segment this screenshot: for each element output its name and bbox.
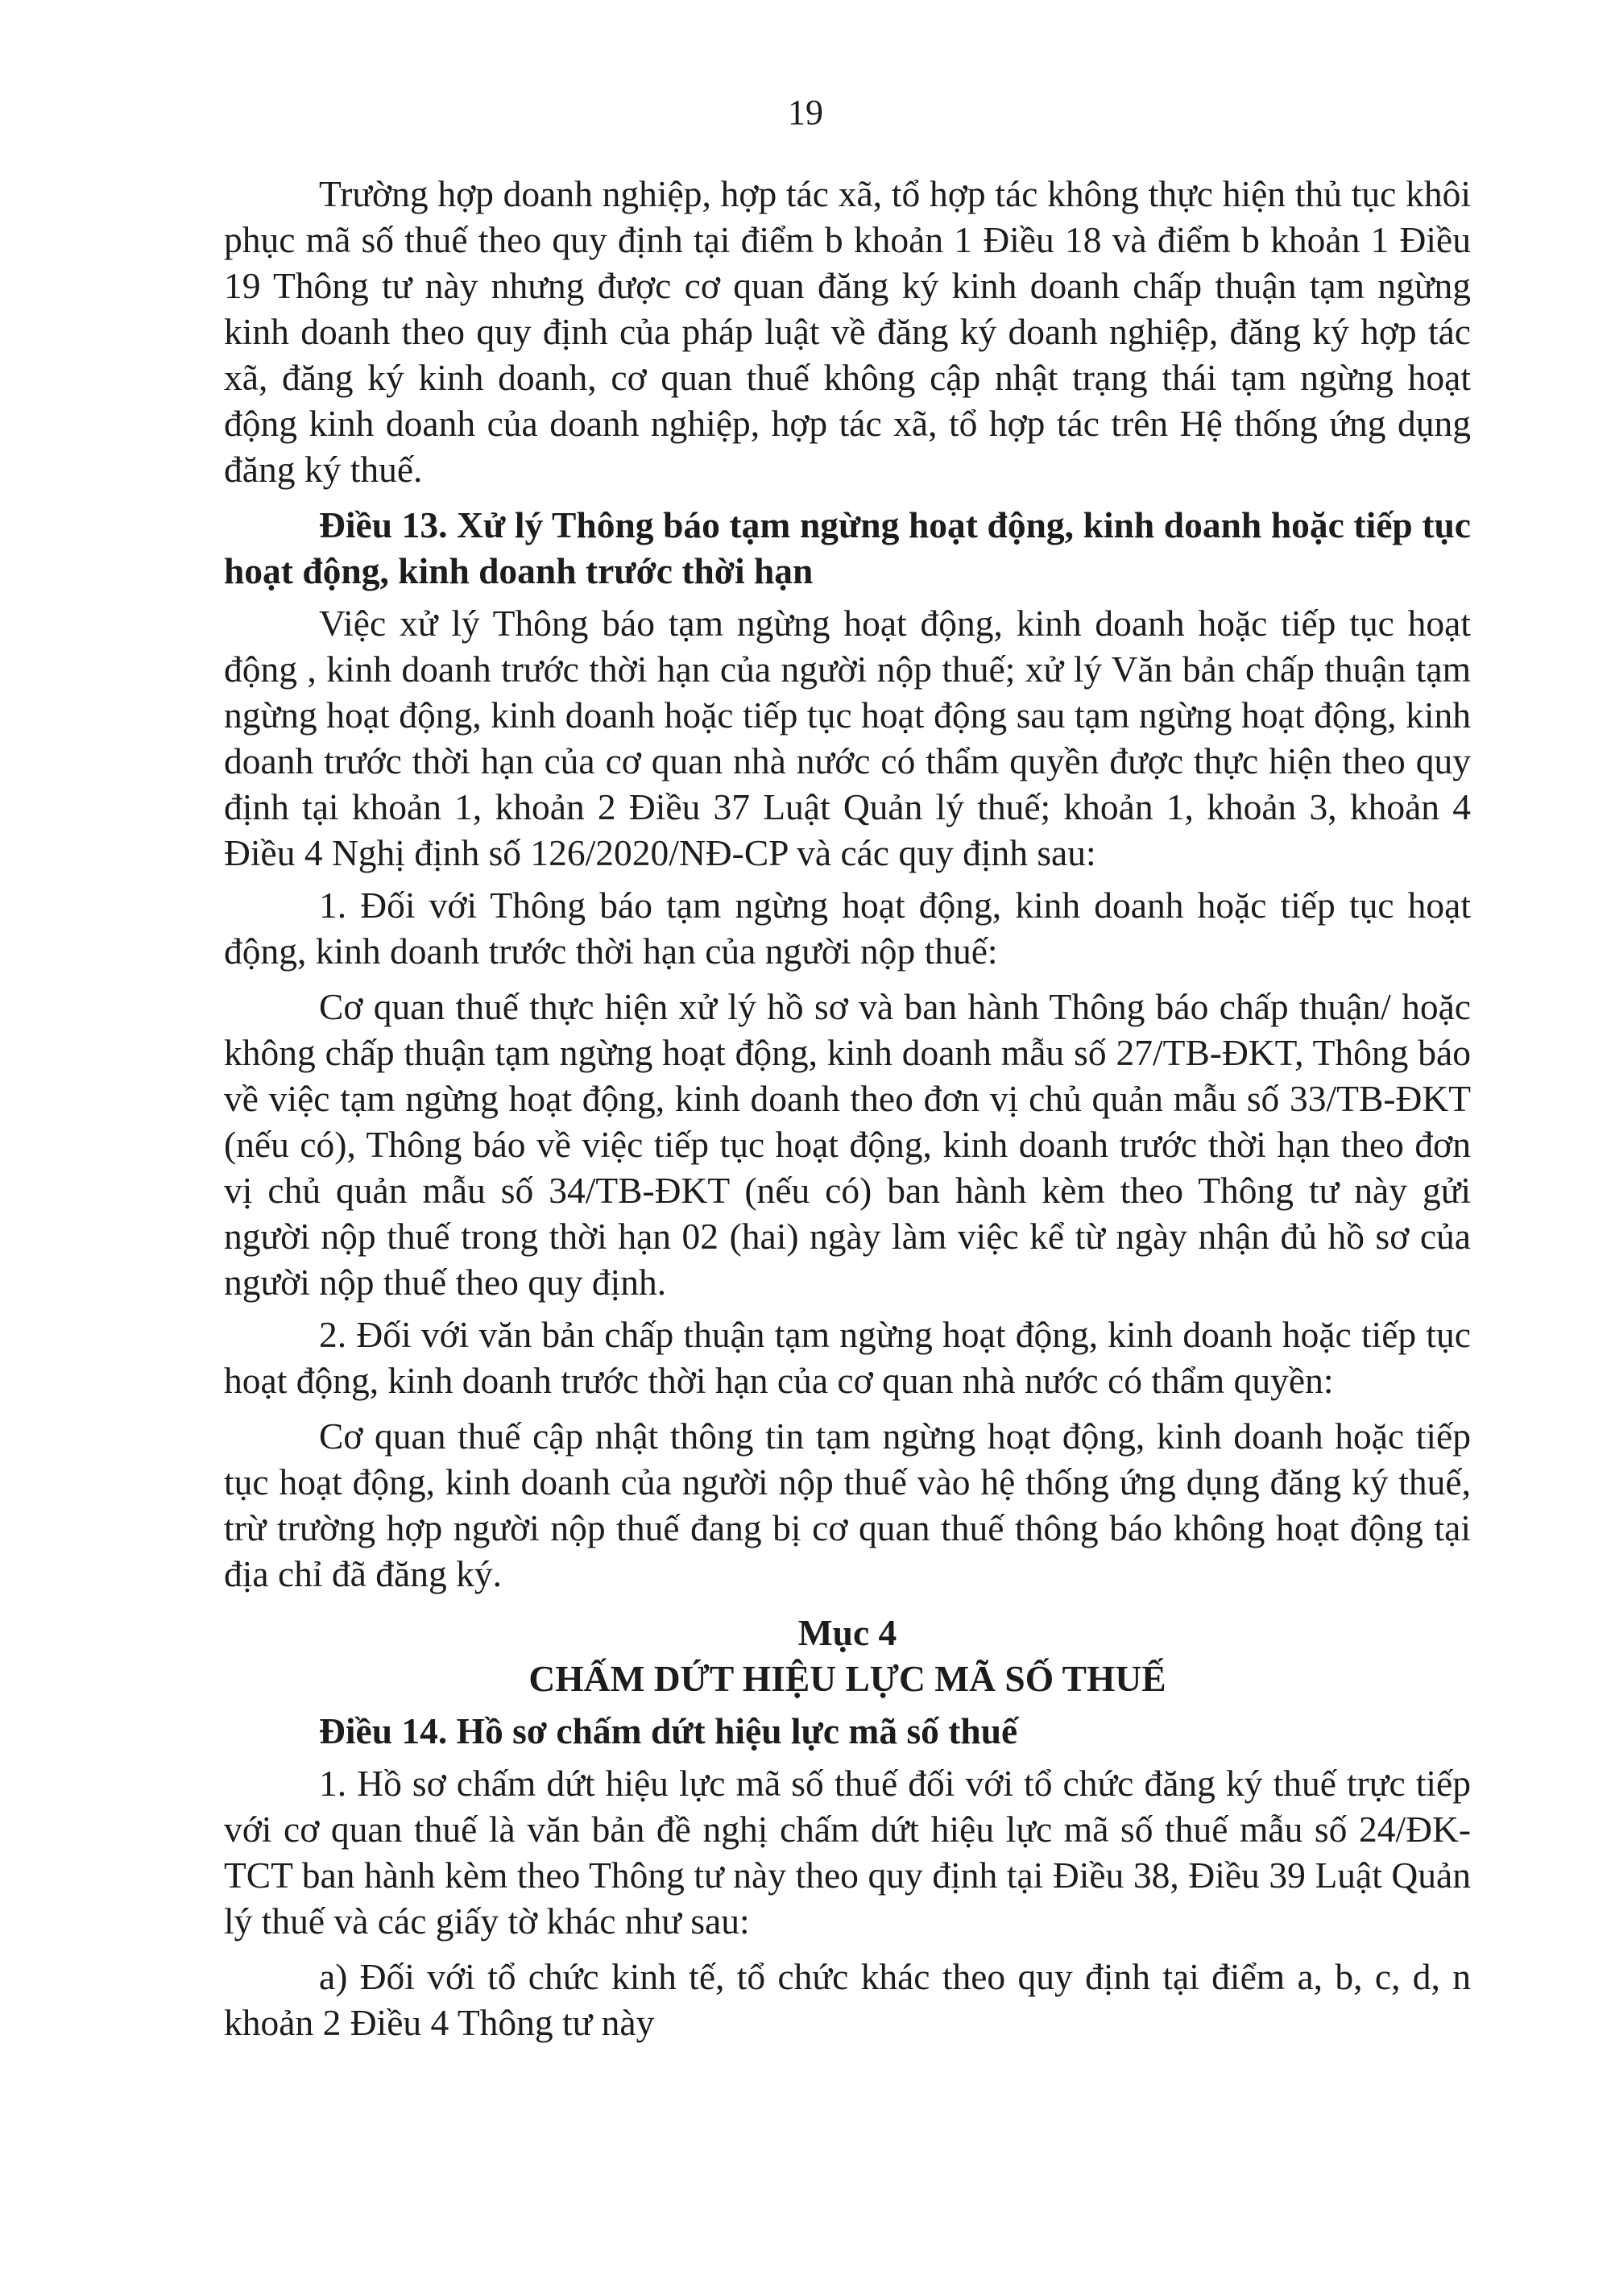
article-13-heading: Điều 13. Xử lý Thông báo tạm ngừng hoạt động, kinh doanh hoặc tiếp tục hoạt động, kinh doanh trước thời hạn — [224, 504, 1471, 591]
paragraph-article-14-point-a: a) Đối với tổ chức kinh tế, tổ chức khác theo quy định tại điểm a, b, c, d, n khoản 2 Điều 4 Thông tư này — [224, 1956, 1471, 2043]
paragraph-article-13-clause-2-body: Cơ quan thuế cập nhật thông tin tạm ngừng hoạt động, kinh doanh hoặc tiếp tục hoạt động, kinh doanh của người nộp thuế vào hệ thống ứng dụng đăng ký thuế, trừ trường hợp người nộp thuế đang bị cơ quan thuế thông báo không hoạt động tại địa chỉ đã đăng ký. — [224, 1415, 1471, 1594]
article-14-heading: Điều 14. Hồ sơ chấm dứt hiệu lực mã số thuế — [319, 1710, 1018, 1751]
paragraph-article-13-clause-2: 2. Đối với văn bản chấp thuận tạm ngừng hoạt động, kinh doanh hoặc tiếp tục hoạt động, kinh doanh trước thời hạn của cơ quan nhà nước có thẩm quyền: — [224, 1314, 1471, 1401]
paragraph-article-14-clause-1: 1. Hồ sơ chấm dứt hiệu lực mã số thuế đối với tổ chức đăng ký thuế trực tiếp với cơ quan thuế là văn bản đề nghị chấm dứt hiệu lực mã số thuế mẫu số 24/ĐK-TCT ban hành kèm theo Thông tư này theo quy định tại Điều 38, Điều 39 Luật Quản lý thuế và các giấy tờ khác như sau: — [224, 1763, 1471, 1942]
paragraph-article-13-intro: Việc xử lý Thông báo tạm ngừng hoạt động, kinh doanh hoặc tiếp tục hoạt động , kinh doanh trước thời hạn của người nộp thuế; xử lý Văn bản chấp thuận tạm ngừng hoạt động, kinh doanh hoặc tiếp tục hoạt động sau tạm ngừng hoạt động, kinh doanh trước thời hạn của cơ quan nhà nước có thẩm quyền được thực hiện theo quy định tại khoản 1, khoản 2 Điều 37 Luật Quản lý thuế; khoản 1, khoản 3, khoản 4 Điều 4 Nghị định số 126/2020/NĐ-CP và các quy định sau: — [224, 603, 1471, 873]
paragraph-article-13-clause-1-body: Cơ quan thuế thực hiện xử lý hồ sơ và ban hành Thông báo chấp thuận/ hoặc không chấp thuận tạm ngừng hoạt động, kinh doanh mẫu số 27/TB-ĐKT, Thông báo về việc tạm ngừng hoạt động, kinh doanh theo đơn vị chủ quản mẫu số 33/TB-ĐKT (nếu có), Thông báo về việc tiếp tục hoạt động, kinh doanh trước thời hạn theo đơn vị chủ quản mẫu số 34/TB-ĐKT (nếu có) ban hành kèm theo Thông tư này gửi người nộp thuế trong thời hạn 02 (hai) ngày làm việc kể từ ngày nhận đủ hồ sơ của người nộp thuế theo quy định. — [224, 986, 1471, 1303]
section-4-heading: Mục 4 — [797, 1612, 897, 1653]
paragraph-restore-tax-code: Trường hợp doanh nghiệp, hợp tác xã, tổ hợp tác không thực hiện thủ tục khôi phục mã số thuế theo quy định tại điểm b khoản 1 Điều 18 và điểm b khoản 1 Điều 19 Thông tư này nhưng được cơ quan đăng ký kinh doanh chấp thuận tạm ngừng kinh doanh theo quy định của pháp luật về đăng ký doanh nghiệp, đăng ký hợp tác xã, đăng ký kinh doanh, cơ quan thuế không cập nhật trạng thái tạm ngừng hoạt động kinh doanh của doanh nghiệp, hợp tác xã, tổ hợp tác trên Hệ thống ứng dụng đăng ký thuế. — [224, 173, 1471, 490]
page-number: 19 — [788, 93, 823, 132]
paragraph-article-13-clause-1: 1. Đối với Thông báo tạm ngừng hoạt động, kinh doanh hoặc tiếp tục hoạt động, kinh doanh trước thời hạn của người nộp thuế: — [224, 885, 1471, 972]
section-4-subheading: CHẤM DỨT HIỆU LỰC MÃ SỐ THUẾ — [528, 1658, 1166, 1699]
document-body — [224, 171, 1471, 2045]
